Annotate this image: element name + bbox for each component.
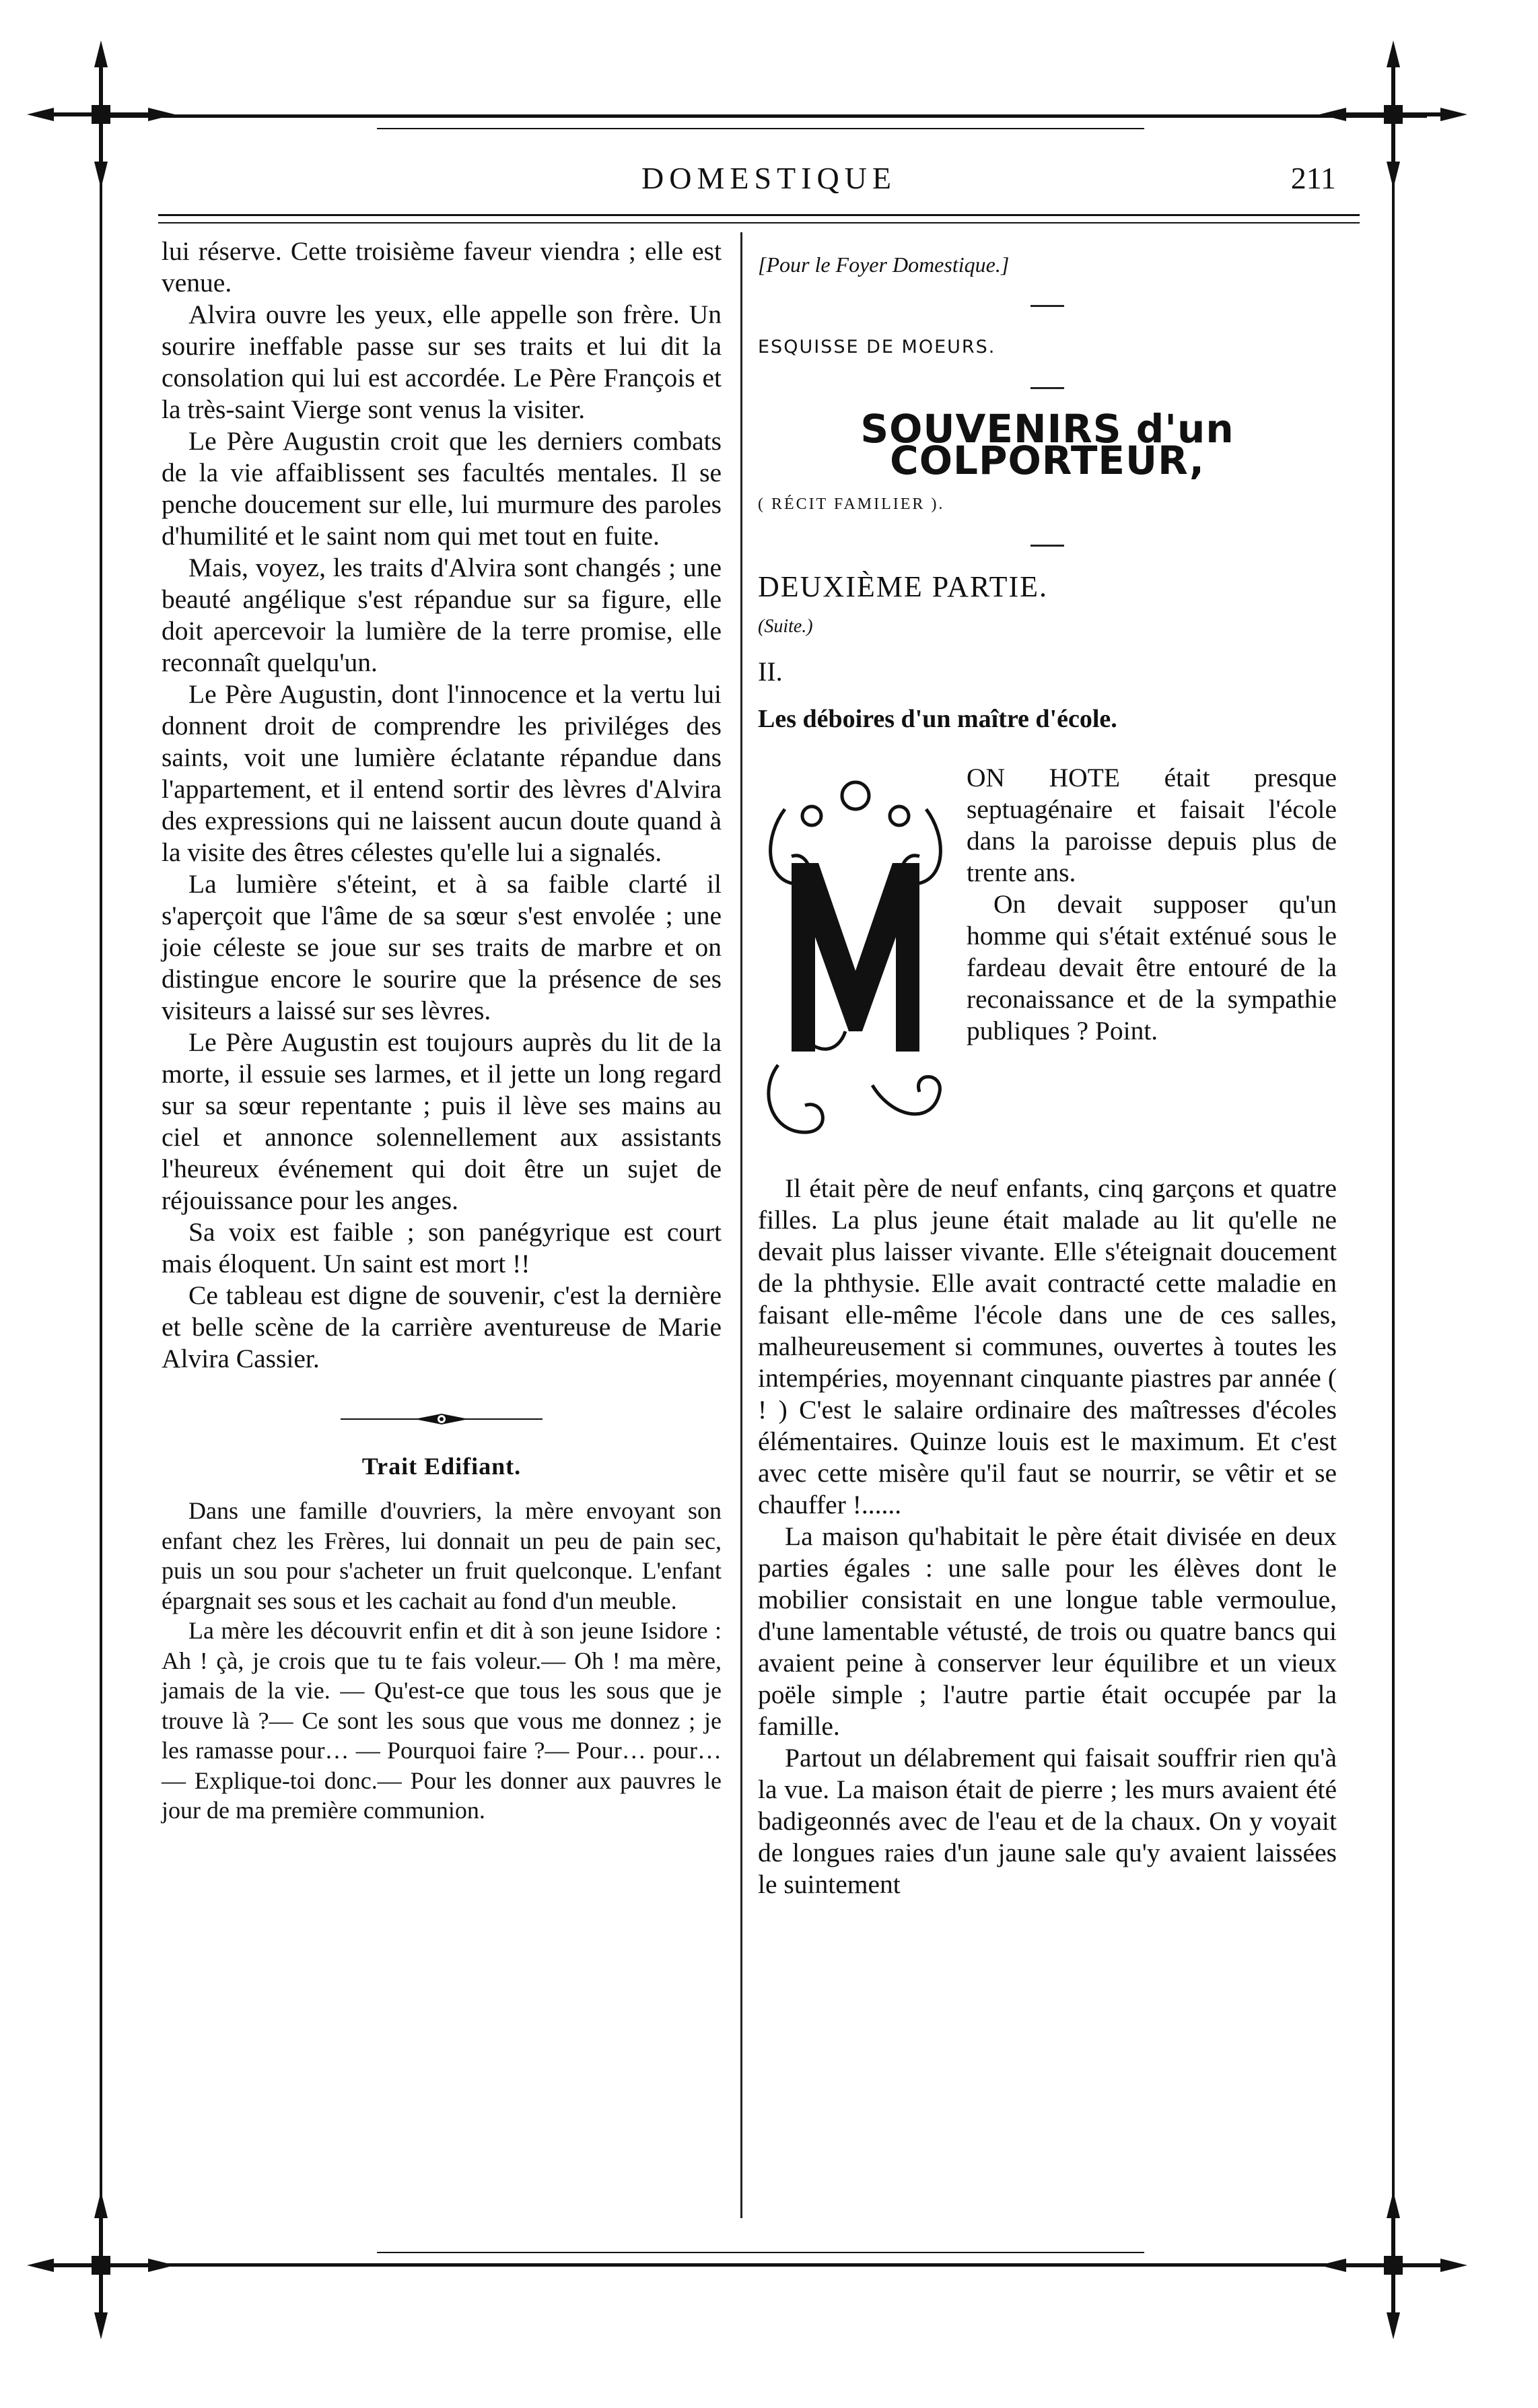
chapter-number: II. xyxy=(758,656,783,687)
right-border-line xyxy=(1392,74,1395,2323)
paragraph: Sa voix est faible ; son panégyrique est court mais éloquent. Un saint est mort !! xyxy=(162,1217,722,1278)
section-title: Trait Edifiant. xyxy=(361,1453,522,1480)
right-column xyxy=(758,236,1337,1900)
paragraph: On devait supposer qu'un homme qui s'était exténué sous le fardeau devait être entouré de la reconaissance et de la sympathie publiques ? Point. xyxy=(967,889,1337,1045)
suite-label: (Suite.) xyxy=(758,616,813,637)
top-border-line-thin xyxy=(377,128,1144,129)
paragraph: Le Père Augustin, dont l'innocence et la vertu lui donnent droit de comprendre les priviléges des saints, voit une lumière éclatante répandue dans l'appartement, et il entend sortir des lèvres d'Alvira des expressions qui ne laissent aucun doute quand à la visite des êtres célestes qu'elle lui a signalés. xyxy=(162,679,722,867)
dash-divider xyxy=(1030,387,1064,389)
part-title: DEUXIÈME PARTIE. xyxy=(758,570,1049,603)
corner-ornament-bottom-right xyxy=(1319,2191,1467,2339)
paragraph: La lumière s'éteint, et à sa faible clarté il s'aperçoit que l'âme de sa sœur s'est envolée ; une joie céleste se joue sur ses traits de marbre et on distingue encore le sourire que la présence de ses visiteurs a laissé sur ses lèvres. xyxy=(162,869,722,1025)
paragraph-text: était presque septuagénaire et faisait l'école dans la paroisse depuis plus de trente ans. xyxy=(967,763,1337,887)
paragraph: Il était père de neuf enfants, cinq garçons et quatre filles. La plus jeune était malade au lit qu'elle ne devait plus laisser vivante. Elle s'éteignait doucement de la phthysie. Elle avait contracté cette maladie en faisant elle-même l'école dans une de ces salles, malheureusement si communes, ouvertes à toutes les intempéries, moyennant cinquante piastres par année ( ! ) C'est le salaire ordinaire des maîtresses d'écoles élémentaires. Quinze louis est le maximum. Et c'est avec cette misère qu'il faut se nourrir, se vêtir et se chauffer !...... xyxy=(758,1173,1337,1519)
paragraph: La maison qu'habitait le père était divisée en deux parties égales : une salle pour les élèves dont le mobilier consistait en une longue table vermoulue, d'une lamentable vétusté, de trois ou quatre bancs qui avaient peine à conserver leur équilibre et un vieux poële simple ; l'autre partie était occupée par la famille. xyxy=(758,1521,1337,1741)
section-ornament xyxy=(162,1402,722,1433)
paragraph: Le Père Augustin croit que les derniers combats de la vie affaiblissent ses facultés mentales. Il se penche doucement sur elle, lui murmure des paroles d'humilité et le saint nom qui met tout en fuite. xyxy=(162,426,722,551)
recit-label: ( RÉCIT FAMILIER ). xyxy=(758,495,945,513)
article-title: SOUVENIRS d'un COLPORTEUR, xyxy=(860,406,1234,483)
corner-ornament-bottom-left xyxy=(27,2191,175,2339)
paragraph: Dans une famille d'ouvriers, la mère envoyant son enfant chez les Frères, lui donnait un peu de pain sec, puis un sou pour s'acheter un fruit quelconque. L'enfant épargnait ses sous et les cachait au fond d'un meuble. xyxy=(162,1497,722,1614)
left-column xyxy=(162,236,722,1826)
subtitle: ESQUISSE DE MOEURS. xyxy=(758,337,996,357)
column-divider xyxy=(740,232,742,2218)
paragraph: Alvira ouvre les yeux, elle appelle son frère. Un sourire ineffable passe sur ses traits et lui dit la consolation qui lui est accordée. Le Père François et la très-saint Vierge sont venus la visiter. xyxy=(162,300,722,424)
dash-divider xyxy=(1030,305,1064,307)
header-rule-thin xyxy=(158,222,1360,223)
running-header-title: DOMESTIQUE xyxy=(641,161,897,195)
left-border-line xyxy=(100,88,102,2329)
paragraph: Ce tableau est digne de souvenir, c'est la dernière et belle scène de la carrière aventureuse de Marie Alvira Cassier. xyxy=(162,1280,722,1373)
page-number: 211 xyxy=(1290,161,1336,195)
dash-divider xyxy=(1030,545,1064,547)
bottom-border-line xyxy=(94,2263,1427,2267)
paragraph: Le Père Augustin est toujours auprès du lit de la morte, il essuie ses larmes, et il jette un long regard sur sa sœur repentante ; puis il lève ses mains au ciel et annonce solennellement aux assistants l'heureux événement qui doit être un sujet de réjouissance pour les anges. xyxy=(162,1027,722,1215)
source-note: [Pour le Foyer Domestique.] xyxy=(758,252,1010,277)
paragraph: Partout un délabrement qui faisait souffrir rien qu'à la vue. La maison était de pierre ; les murs avaient été badigeonnés avec de l'eau et de la chaux. On y voyait de longues raies d'un jaune sale qu'y avaient laissées le suintement xyxy=(758,1743,1337,1899)
chapter-title: Les déboires d'un maître d'école. xyxy=(758,705,1117,733)
paragraph: Mais, voyez, les traits d'Alvira sont changés ; une beauté angélique s'est répandue sur sa figure, elle doit apercevoir la lumière de la terre promise, elle reconnaît quelqu'un. xyxy=(162,553,722,677)
paragraph: La mère les découvrit enfin et dit à son jeune Isidore : Ah ! çà, je crois que tu te fais voleur.— Oh ! ma mère, jamais de la vie. — Qu'est-ce que tous les sous que je trouve là ?— Ce sont les sous que vous me donnez ; je les ramasse pour… — Pourquoi faire ?— Pour… pour… — Explique-toi donc.— Pour les donner aux pauvres le jour de ma première communion. xyxy=(162,1617,722,1824)
paragraph: lui réserve. Cette troisième faveur viendra ; elle est venue. xyxy=(162,236,722,298)
top-border-line xyxy=(94,114,1427,118)
dropcap-lead-text: ON HOTE xyxy=(967,763,1120,792)
svg-text:M: M xyxy=(855,1031,856,1032)
bottom-border-line-thin xyxy=(377,2252,1144,2253)
ornate-initial xyxy=(758,769,953,1166)
ornament-divider-icon xyxy=(341,1412,543,1426)
ornate-letter-m-icon xyxy=(758,769,953,1166)
header-rule xyxy=(158,214,1360,216)
